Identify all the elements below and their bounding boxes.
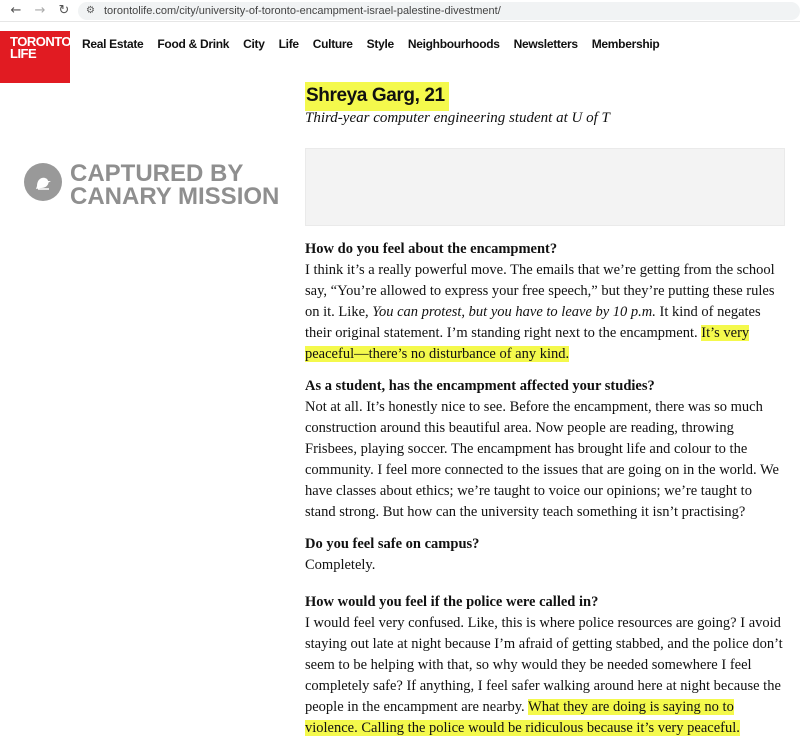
answer-1-line-4: [305, 323, 785, 344]
answer-1-line-1: I think it’s a really powerful move. The emails that we’re getting from the school: [305, 262, 775, 278]
answer-2-line-5: have classes about ethics; we’re taught to voice our opinions; we’re taught to: [305, 483, 752, 499]
answer-1-line-3-pre: on it. Like,: [305, 304, 373, 320]
nav-neighbourhoods[interactable]: Neighbourhoods: [407, 37, 500, 51]
address-bar[interactable]: [78, 2, 800, 20]
main-nav: [82, 37, 673, 51]
nav-life[interactable]: Life: [278, 37, 299, 51]
answer-1-line-5: [305, 344, 785, 365]
watermark-line1: CAPTURED BY: [70, 160, 244, 187]
site-header: [0, 22, 800, 68]
answer-4-line-1: I would feel very confused. Like, this is where police resources are going? I avoid: [305, 615, 781, 631]
logo-line1: TORONTO: [10, 34, 72, 49]
question-3: Do you feel safe on campus?: [305, 536, 480, 552]
answer-4-line-2: staying out late at night because I’m afraid of getting stabbed, and the police don’t: [305, 636, 783, 652]
nav-food-drink[interactable]: Food & Drink: [157, 37, 230, 51]
answer-4-line-4: completely safe? If anything, I feel safer walking around here at night because the: [305, 678, 781, 694]
answer-4-highlight-a: What they are doing is saying no to: [528, 699, 734, 715]
nav-city[interactable]: City: [243, 37, 265, 51]
answer-2-line-6: stand strong. But how can the university teach something it isn’t practising?: [305, 504, 746, 520]
answer-4-highlight-b: violence. Calling the police would be ridiculous because it’s very peaceful.: [305, 720, 740, 736]
browser-toolbar: [0, 0, 800, 22]
answer-1-line-4-plain: their original statement. I’m standing right next to the encampment.: [305, 325, 702, 341]
interviewee-name: Shreya Garg, 21: [305, 82, 449, 111]
reload-icon[interactable]: ↻: [58, 3, 70, 18]
qa-block-2: [305, 376, 785, 523]
ad-placeholder: [305, 148, 785, 226]
nav-style[interactable]: Style: [366, 37, 394, 51]
answer-1-line-3: [305, 302, 785, 323]
site-info-icon[interactable]: ⚙: [86, 5, 95, 16]
nav-real-estate[interactable]: Real Estate: [82, 37, 144, 51]
answer-4-line-5: [305, 697, 785, 718]
answer-1-line-2: say, “You’re allowed to express your free speech,” but they’re putting these rules: [305, 283, 775, 299]
answer-4-line-3: seem to be helping with that, so why would they be needed somewhere I feel: [305, 657, 752, 673]
answer-2-line-4: community. I feel more connected to the issues that are going on in the world. We: [305, 462, 779, 478]
answer-1-line-3-post: It kind of negates: [655, 304, 761, 320]
qa-block-1: [305, 239, 785, 365]
toronto-life-logo[interactable]: [0, 31, 70, 83]
question-4: How would you feel if the police were called in?: [305, 594, 599, 610]
back-arrow-icon[interactable]: ←: [10, 3, 22, 18]
watermark-line2: CANARY MISSION: [70, 183, 280, 210]
answer-1-line-3-italic: You can protest, but you have to leave by 10 p.m.: [372, 304, 656, 320]
answer-2-line-1: Not at all. It’s honestly nice to see. Before the encampment, there was so much: [305, 399, 763, 415]
qa-block-3: [305, 534, 785, 576]
answer-4-line-6: [305, 718, 785, 739]
nav-culture[interactable]: Culture: [312, 37, 353, 51]
answer-1-highlight-a: It’s very: [701, 325, 750, 341]
answer-3-line-1: Completely.: [305, 557, 376, 573]
forward-arrow-icon[interactable]: →: [34, 3, 46, 18]
answer-4-line-5-plain: people in the encampment are nearby.: [305, 699, 529, 715]
nav-membership[interactable]: Membership: [591, 37, 660, 51]
answer-2-line-3: Frisbees, playing soccer. The encampment has brought life and colour to the: [305, 441, 748, 457]
interviewee-subtitle: Third-year computer engineering student at U of T: [305, 110, 610, 126]
question-2: As a student, has the encampment affected your studies?: [305, 378, 655, 394]
question-1: How do you feel about the encampment?: [305, 241, 558, 257]
logo-line2: LIFE: [10, 46, 37, 61]
interviewee-heading: [305, 82, 449, 111]
answer-2-line-2: construction around this beautiful area. Now people are reading, throwing: [305, 420, 734, 436]
answer-1-highlight-b: peaceful—there’s no disturbance of any kind.: [305, 346, 570, 362]
url-text[interactable]: torontolife.com/city/university-of-toronto-encampment-israel-palestine-divestment/: [104, 5, 501, 17]
qa-block-4: [305, 592, 785, 739]
nav-newsletters[interactable]: Newsletters: [513, 37, 578, 51]
canary-bird-icon: [24, 163, 62, 201]
